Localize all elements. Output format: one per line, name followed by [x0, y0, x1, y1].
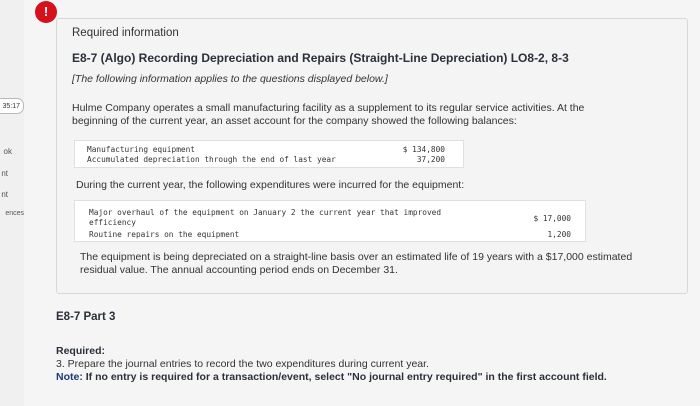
rail-item-3[interactable]: nt	[1, 190, 8, 199]
depreciation-paragraph: The equipment is being depreciated on a straight-line basis over an estimated life of 19 years with a $17,000 estimated residual value. The annual accounting period ends on December 31.	[80, 251, 633, 276]
required-information-heading: Required information	[72, 27, 179, 39]
table-row	[87, 155, 457, 166]
balance-value: 37,200	[416, 155, 445, 164]
balances-table	[74, 140, 464, 168]
note-label: Note:	[56, 371, 83, 383]
balance-value: $ 134,800	[402, 145, 445, 154]
table-row	[89, 230, 579, 240]
applies-note: [The following information applies to the questions displayed below.]	[72, 73, 388, 85]
expenditure-value: $ 17,000	[533, 214, 571, 223]
expenditures-table	[74, 200, 586, 242]
required-item: 3. Prepare the journal entries to record the two expenditures during current year.	[56, 358, 429, 370]
required-label: Required:	[56, 345, 106, 357]
intro-paragraph: Hulme Company operates a small manufacturing facility as a supplement to its regular service activities. At the beginning of the current year, an asset account for the company showed the following balances:	[72, 102, 585, 127]
expenditures-intro: During the current year, the following expenditures were incurred for the equipment:	[76, 179, 465, 191]
expenditure-label: Routine repairs on the equipment	[89, 230, 240, 239]
expenditure-label-cont: efficiency	[89, 218, 136, 227]
left-rail	[0, 0, 24, 406]
alert-icon: !	[35, 1, 57, 23]
rail-item-1[interactable]: ok	[3, 147, 12, 156]
rail-item-2[interactable]: nt	[1, 169, 8, 178]
rail-item-references[interactable]: ences	[5, 210, 24, 217]
note-text: If no entry is required for a transaction/event, select "No journal entry required" in the first account field.	[85, 371, 607, 383]
expenditure-label: Major overhaul of the equipment on January 2 the current year that improved	[89, 208, 442, 217]
table-row	[89, 208, 579, 228]
balance-label: Manufacturing equipment	[87, 145, 195, 154]
balance-label: Accumulated depreciation through the end of last year	[87, 155, 336, 164]
note	[56, 371, 607, 383]
expenditure-value: 1,200	[547, 230, 571, 239]
exercise-title: E8-7 (Algo) Recording Depreciation and Repairs (Straight-Line Depreciation) LO8-2, 8-3	[72, 51, 569, 65]
part-title: E8-7 Part 3	[56, 311, 116, 323]
timer-badge: 35:17	[0, 98, 24, 114]
